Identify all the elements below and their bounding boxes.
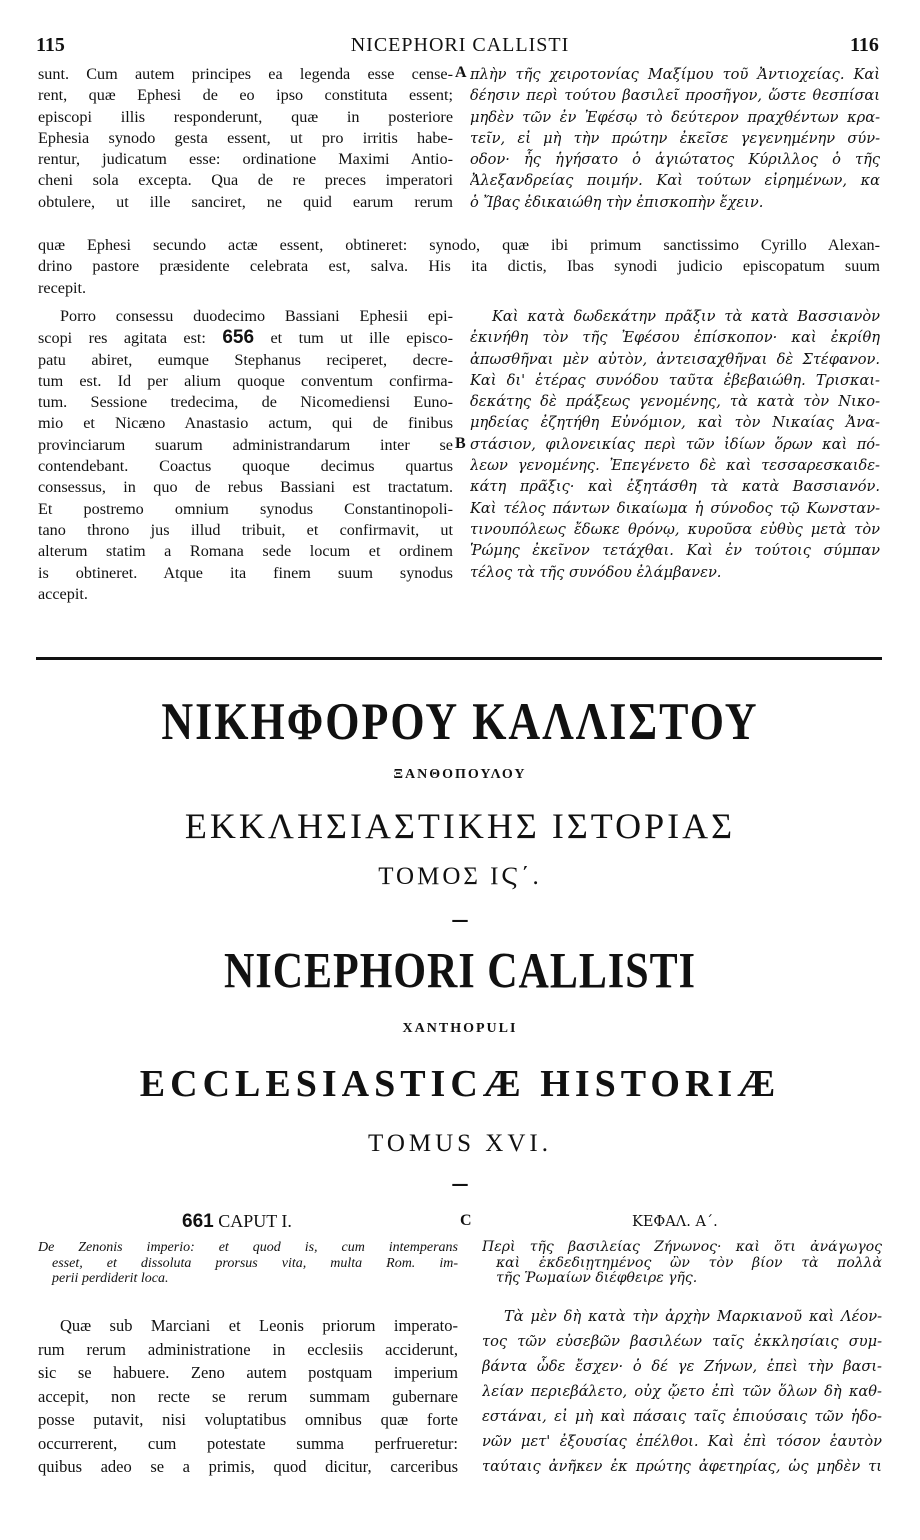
- greek-surname: ΞΑΝΘΟΠΟΥΛΟΥ: [393, 767, 527, 782]
- text-line: νῶν μετ' ἐξουσίας ἐπέλθοι. Καὶ ἐπὶ τόσον ἑαυτὸν: [482, 1433, 882, 1450]
- latin-surname: XANTHOPULI: [402, 1021, 518, 1036]
- text-line: mio et Nicæno Anastasio actum, qui de finibus: [38, 414, 453, 433]
- text-line: Καὶ τέλος πάντων δικαίωμα ἡ σύνοδος τῷ Κωνσταν-: [470, 499, 880, 517]
- text-line: tano throno jus illud tribuit, et confirmavit, ut: [38, 520, 453, 539]
- text-line: alterum statim a Romana sede locum et ordinem: [38, 542, 453, 561]
- text-line: provinciarum suarum administrandarum inter se: [38, 435, 453, 454]
- text-line: Τὰ μὲν δὴ κατὰ τὴν ἀρχὴν Μαρκιανοῦ καὶ Λέον-: [504, 1308, 882, 1325]
- latin-chapter-text: [38, 1314, 458, 1479]
- text-line: occurrerent, cum potestate summa perfrueretur:: [38, 1433, 458, 1453]
- latin-work-title: ECCLESIASTICÆ HISTORIÆ: [139, 1063, 781, 1105]
- margin-mark-b: B: [455, 435, 466, 452]
- text-line: Καὶ κατὰ δωδεκάτην πρᾶξιν τὰ κατὰ Βασσιανὸν: [492, 308, 880, 325]
- chapter-heading-latin: [182, 1211, 292, 1233]
- text-line: De Zenonis imperio: et quod is, cum intemperans: [38, 1240, 458, 1255]
- text-line: esset, et dissoluta prorsus vita, multa Rom. im-: [52, 1255, 458, 1271]
- text-line: consessus, in quo de rebus Bassiani est tractatum.: [38, 478, 453, 497]
- text-line: drino pastore præsidente celebrata est, salva. His ita dictis, Ibas synodi judicio episcopatum suum: [38, 257, 880, 276]
- text-line: βάντα ὧδε ἔσχεν· ὁ δέ γε Ζήνων, ἐπεὶ τὴν βασι-: [482, 1358, 882, 1375]
- greek-chapter-text: [482, 1304, 882, 1479]
- text-line: Ephesia synodo gesta essent, ut pro irritis habe-: [38, 128, 453, 147]
- title-dash: –: [452, 902, 468, 935]
- text-line: episcopi illis responderunt, quæ in posteriore: [38, 107, 453, 126]
- text-line: sic se habuere. Zeno autem postquam imperium: [38, 1363, 458, 1382]
- text-line: μηδὲν τῶν ἐν Ἐφέσῳ τὸ δεύτερον πραχθέντων κρα-: [470, 108, 880, 126]
- margin-mark-a: A: [455, 64, 467, 81]
- latin-author-title: NICEPHORI CALLISTI: [224, 944, 696, 1000]
- greek-author-title: ΝΙΚΗΦΟΡΟΥ ΚΑΛΛΙΣΤΟΥ: [161, 692, 759, 751]
- text-line: accepit, non recte se rerum summam gubernare: [38, 1386, 458, 1406]
- text-line: τῆς Ῥωμαίων διέφθειρε γῆς.: [496, 1271, 698, 1286]
- text-line: πλὴν τῆς χειροτονίας Μαξίμου τοῦ Ἀντιοχείας. Καὶ: [470, 66, 880, 83]
- text-line: καὶ ἐκδεδιῃτημένος ὢν τὸν βίον τὰ πολλὰ: [496, 1255, 882, 1271]
- page-number-left: 115: [36, 34, 65, 56]
- text-line: λείαν περιεβάλετο, οὐχ ᾤετο ἐπὶ τῶν ὅλων δὴ καθ-: [482, 1383, 882, 1400]
- text-line: Περὶ τῆς βασιλείας Ζήνωνος· καὶ ὅτι ἀνάγωγος: [482, 1240, 882, 1255]
- text-line: τεῖν, εἰ μὴ τὴν πρώτην ἐκεῖσε γεγενημένην σύν-: [470, 129, 880, 147]
- text-line: tum est. Id per alium quoque conventum confirma-: [38, 371, 453, 390]
- text-line: tum. Sessione tredecima, de Nicomediensi Euno-: [38, 393, 453, 412]
- latin-column-top: [38, 64, 453, 213]
- text-line: Quæ sub Marciani et Leonis priorum imperato-: [60, 1316, 458, 1335]
- text-line: δέησιν περὶ τούτου βασιλεῖ προσῆγον, ὥστε θεσπίσαι: [470, 87, 880, 105]
- text-line: obtulere, ut ille sanciret, ne quid earum rerum: [38, 192, 453, 211]
- greek-volume: ΤΟΜΟΣ ΙϚ΄.: [378, 863, 542, 890]
- text-line: τινουπόλεως ἔδωκε θρόνῳ, κυροῦσα εὐθὺς μετὰ τὸν: [470, 520, 880, 538]
- margin-mark-c: C: [460, 1212, 472, 1229]
- text-line: quæ Ephesi secundo actæ essent, obtineret: synodo, quæ ibi primum sanctissimo Cyrillo Alexan-: [38, 236, 880, 254]
- latin-volume: TOMUS XVI.: [368, 1130, 552, 1157]
- caput-label: CAPUT I.: [218, 1211, 292, 1231]
- column-number-656: 656: [222, 327, 255, 349]
- text-line: rum rerum administratione in ecclesiis acciderunt,: [38, 1339, 458, 1359]
- text-line: τέλος τὰ τῆς συνόδου ἐλάμβανεν.: [470, 563, 722, 581]
- running-title: NICEPHORI CALLISTI: [350, 34, 570, 56]
- text-line: posse putavit, nisi voluptatibus omnibus quæ forte: [38, 1410, 458, 1429]
- text-span: et tum ut ille episco-: [270, 329, 453, 348]
- greek-summary: [482, 1240, 882, 1287]
- greek-work-title: ΕΚΚΛΗΣΙΑΣΤΙΚΗΣ ΙΣΤΟΡΙΑΣ: [184, 806, 736, 846]
- text-line: ἐκινήθη τὸν τῆς Ἐφέσου ἐπίσκοπον· καὶ ἐκρίθη: [470, 329, 880, 347]
- text-line: patu abiret, eumque Stephanus reciperet, decre-: [38, 350, 453, 369]
- text-line: sunt. Cum autem principes ea legenda esse cense-: [38, 65, 453, 83]
- text-line: accepit.: [38, 584, 88, 603]
- greek-column-top: [470, 64, 880, 213]
- text-line: στάσιον, φιλονεικίας περὶ τῶν ἰδίων ὅρων καὶ πό-: [470, 435, 880, 453]
- text-line: perii perdiderit loca.: [52, 1271, 169, 1286]
- text-line: λεων γενομένης. Ἐπεγένετο δὲ καὶ τεσσαρεσκαιδε-: [470, 457, 880, 475]
- section-divider: [36, 657, 882, 660]
- text-line: ὁ Ἴβας ἐδικαιώθη τὴν ἐπισκοπὴν ἔχειν.: [470, 193, 764, 211]
- text-line: rentur, judicatum esse: ordinatione Maximi Antio-: [38, 150, 453, 169]
- latin-summary: [38, 1240, 458, 1287]
- text-line: ταύταις ἀνῆκεν ἐκ πρώτης ἀφετηρίας, ὡς μηδὲν τι: [482, 1458, 882, 1475]
- text-line: cheni sola excepta. Qua de re preces imperatori: [38, 171, 453, 190]
- text-line: Porro consessu duodecimo Bassiani Ephesii epi-: [60, 307, 453, 325]
- text-line: εστάναι, εἰ μὴ καὶ πάσαις ταῖς ἐπιούσαις τῶν ἡδο-: [482, 1408, 882, 1425]
- greek-column-second: [470, 306, 880, 583]
- text-line: Καὶ δι' ἑτέρας συνόδου ταῦτα ἐβεβαιώθη. Τρισκαι-: [470, 371, 880, 389]
- chapter-heading-greek: ΚΕΦΑΛ. Α΄.: [632, 1214, 718, 1230]
- text-line-with-column-number: [38, 327, 453, 349]
- page-number-right: 116: [850, 34, 879, 56]
- text-line: μηδείας ἐζητήθη Εὐνόμιον, καὶ τὸν Νικαίας Ἀνα-: [470, 414, 880, 432]
- text-line: recepit.: [38, 278, 87, 297]
- title-dash: –: [452, 1166, 468, 1199]
- text-line: ἀπωσθῆναι μὲν αὐτὸν, ἀντεισαχθῆναι δὲ Στέφανον.: [470, 350, 880, 368]
- text-line: rent, quæ Ephesi de eo ipso constituta essent;: [38, 86, 453, 105]
- text-line: τος τῶν εὐσεβῶν βασιλέων ταῖς ἐκκλησίαις συμ-: [482, 1333, 882, 1350]
- text-line: is obtineret. Atque ita finem suum synodus: [38, 563, 453, 582]
- text-line: quibus adeo se a primis, quod dicitur, carceribus: [38, 1457, 458, 1476]
- text-span: scopi res agitata est:: [38, 329, 206, 348]
- text-line: Et postremo omnium synodus Constantinopoli-: [38, 499, 453, 518]
- text-line: κάτη πρᾶξις· καὶ ἐξητάσθη τὰ κατὰ Βασσιανόν.: [470, 478, 880, 496]
- text-line: δεκάτης δὲ πράξεως γενομένης, τὰ κατὰ τὸν Νικο-: [470, 393, 880, 411]
- full-width-paragraph: [38, 235, 880, 299]
- latin-column-second: [38, 306, 453, 605]
- text-line: contendebant. Coactus quoque decimus quartus: [38, 457, 453, 476]
- text-line: Ἀλεξανδρείας ποιμήν. Καὶ τούτων εἰρημένων, κα: [470, 172, 880, 190]
- text-line: Ῥώμης ἐκεῖνον τετάχθαι. Καὶ ἐν τούτοις σύμπαν: [470, 542, 880, 560]
- text-line: οδον· ἧς ἡγήσατο ὁ ἁγιώτατος Κύριλλος ὁ τῆς: [470, 151, 880, 169]
- column-number-661: 661: [182, 1211, 214, 1232]
